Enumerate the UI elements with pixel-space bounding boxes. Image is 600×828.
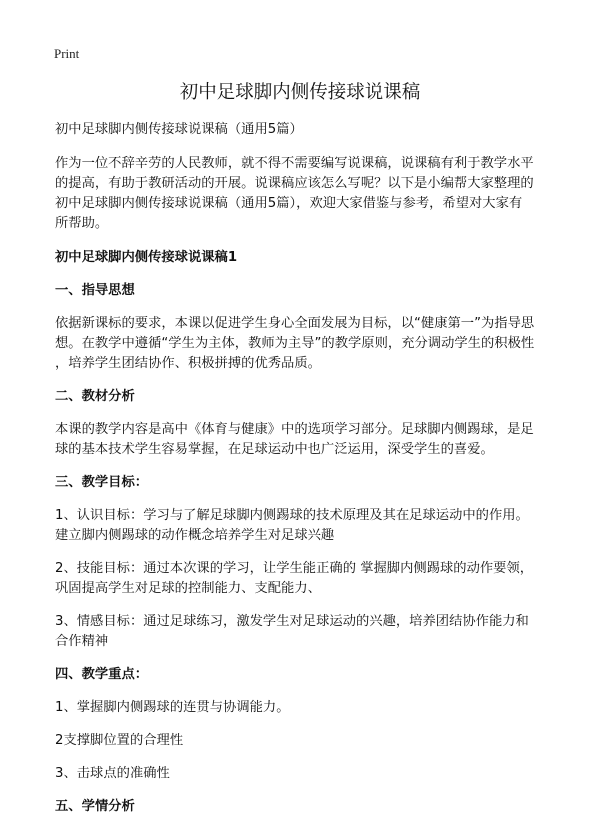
article-body: [55, 120, 555, 817]
goal-emotional: [55, 612, 555, 652]
textbook-analysis-paragraph: [55, 420, 555, 460]
section-heading-textbook-analysis: 二、教材分析: [55, 389, 135, 404]
article-heading: 初中足球脚内侧传接球说课稿1: [55, 250, 238, 265]
paragraph-line: 2、技能目标：通过本次课的学习，让学生能正确的 掌握脚内侧踢球的动作要领，: [55, 561, 534, 576]
paragraph-line: 本课的教学内容是高中《体育与健康》中的选项学习部分。足球脚内侧踢球，是足: [55, 422, 534, 437]
paragraph-line: 巩固提高学生对足球的控制能力、支配能力、: [55, 581, 321, 596]
key-point-item: 3、击球点的准确性: [55, 766, 170, 781]
paragraph-line: 建立脚内侧踢球的动作概念培养学生对足球兴趣: [55, 528, 335, 543]
intro-line: 作为一位不辞辛劳的人民教师，就不得不需要编写说课稿，说课稿有利于教学水平: [55, 156, 534, 171]
intro-paragraph: [55, 154, 555, 234]
section-heading-teaching-goals: 三、教学目标：: [55, 475, 149, 490]
paragraph-line: 想。在教学中遵循“学生为主体，教师为主导”的教学原则，充分调动学生的积极性: [55, 336, 535, 351]
paragraph-line: 1、认识目标：学习与了解足球脚内侧踢球的技术原理及其在足球运动中的作用。: [55, 508, 529, 523]
subtitle: 初中足球脚内侧传接球说课稿（通用5篇）: [55, 122, 303, 137]
key-point-item: 1、掌握脚内侧踢球的连贯与协调能力。: [55, 700, 290, 715]
paragraph-line: ，培养学生团结协作、积极拼搏的优秀品质。: [55, 356, 321, 371]
paragraph-line: 依据新课标的要求，本课以促进学生身心全面发展为目标，以“健康第一”为指导思: [55, 316, 535, 331]
paragraph-line: 3、情感目标：通过足球练习，激发学生对足球运动的兴趣，培养团结协作能力和: [55, 614, 529, 629]
intro-line: 的提高，有助于教研活动的开展。说课稿应该怎么写呢？以下是小编帮大家整理的: [55, 176, 534, 191]
intro-line: 所帮助。: [55, 216, 109, 231]
goal-cognitive: [55, 506, 555, 546]
key-point-item: 2支撑脚位置的合理性: [55, 733, 184, 748]
print-link[interactable]: Print: [54, 46, 80, 61]
intro-line: 初中足球脚内侧传接球说课稿（通用5篇），欢迎大家借鉴与参考，希望对大家有: [55, 196, 523, 211]
paragraph-line: 球的基本技术学生容易掌握，在足球运动中也广泛运用，深受学生的喜爱。: [55, 442, 494, 457]
section-heading-student-analysis: 五、学情分析: [55, 799, 135, 814]
section-heading-key-points: 四、教学重点：: [55, 667, 149, 682]
page-title: 初中足球脚内侧传接球说课稿: [179, 82, 421, 103]
guiding-ideology-paragraph: [55, 314, 555, 374]
paragraph-line: 合作精神: [55, 634, 109, 649]
goal-skill: [55, 559, 555, 599]
section-heading-guiding-ideology: 一、指导思想: [55, 283, 135, 298]
